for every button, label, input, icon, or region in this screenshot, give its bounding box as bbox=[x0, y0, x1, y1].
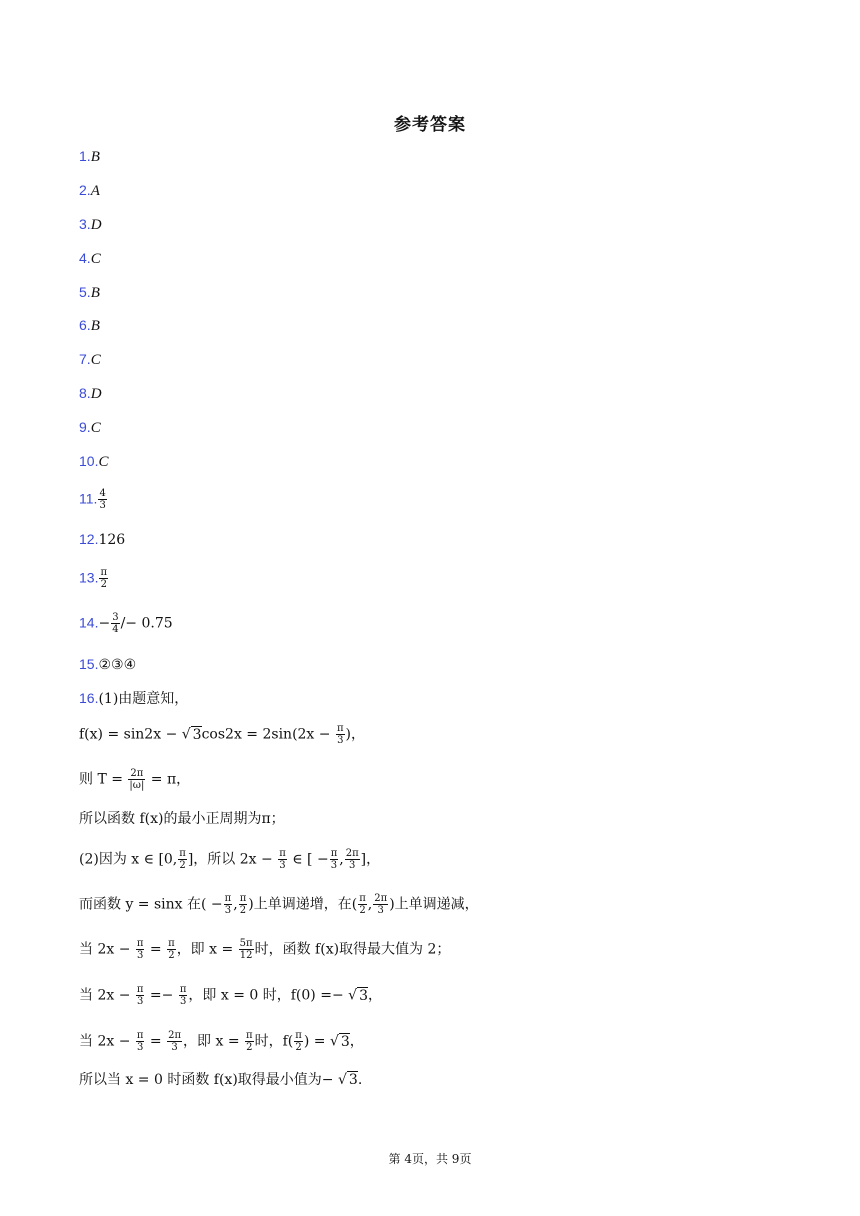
answer-16-line-3: 则 T = $\frac{2\pi}{|\omega|}$ = π， bbox=[79, 768, 191, 791]
answer-16-line-8: 当 2x − $\frac{\pi}{3}$ =− $\frac{\pi}{3}$ ，即 x = 0 时，f(0) =− √ 3， bbox=[79, 984, 382, 1007]
answer-8: 8.D bbox=[79, 385, 102, 402]
answer-11: 11. $\frac{4}{3}$ bbox=[79, 488, 106, 511]
answer-12: 12.126 bbox=[79, 531, 126, 548]
answer-4: 4.C bbox=[79, 250, 101, 267]
answer-3: 3.D bbox=[79, 216, 102, 233]
answer-2: 2.A bbox=[79, 182, 100, 199]
answer-10: 10.C bbox=[79, 453, 109, 470]
fraction: $\frac{3}{4}$ bbox=[112, 612, 119, 635]
answer-13: 13. $\frac{\pi}{2}$ bbox=[79, 567, 108, 590]
answer-16-line-9: 当 2x − $\frac{\pi}{3}$ = $\frac{2\pi}{3}$ ，即 x = $\frac{\pi}{2}$ 时，f( $\frac{\pi}{2}$ ) = √ 3， bbox=[79, 1030, 364, 1053]
answer-1: 1.B bbox=[79, 148, 100, 165]
page-title: 参考答案 bbox=[394, 115, 466, 135]
answer-16-line-7: 当 2x − $\frac{\pi}{3}$ = $\frac{\pi}{2}$ ，即 x = $\frac{5\pi}{12}$ 时，函数 f(x)取得最大值为 2； bbox=[79, 938, 451, 961]
answer-6: 6.B bbox=[79, 317, 100, 334]
answer-9: 9.C bbox=[79, 419, 101, 436]
answer-14: 14.− $\frac{3}{4}$ /− 0.75 bbox=[79, 612, 173, 635]
answer-16-line-5: (2)因为 x ∈ [0, $\frac{\pi}{2}$ ]，所以 2x − $\frac{\pi}{3}$ ∈ [ − $\frac{\pi}{3}$ , $\frac{2\pi}{3}$ ]， bbox=[79, 848, 381, 871]
answer-5: 5.B bbox=[79, 284, 100, 301]
answer-16-line-4: 所以函数 f(x)的最小正周期为π； bbox=[79, 811, 285, 827]
fraction: $\frac{4}{3}$ bbox=[99, 488, 106, 511]
answer-16-line-10: 所以当 x = 0 时函数 f(x)取得最小值为− √ 3. bbox=[79, 1072, 363, 1088]
answer-16-line-6: 而函数 y = sinx 在( − $\frac{\pi}{3}$ , $\frac{\pi}{2}$ )上单调递增，在( $\frac{\pi}{2}$ , $\frac{2\pi}{3}$ )上单调递减， bbox=[79, 893, 479, 916]
answer-7: 7.C bbox=[79, 351, 101, 368]
answer-16-line-2: f(x) = sin2x − √ 3cos2x = 2sin(2x − $\frac{\pi}{3}$ )， bbox=[79, 723, 366, 746]
fraction: $\frac{\pi}{2}$ bbox=[100, 567, 108, 590]
answer-16-line-1: 16.(1)由题意知， bbox=[79, 690, 189, 707]
page-footer: 第 4页，共 9页 bbox=[388, 1152, 472, 1166]
answer-15: 15.②③④ bbox=[79, 656, 137, 673]
